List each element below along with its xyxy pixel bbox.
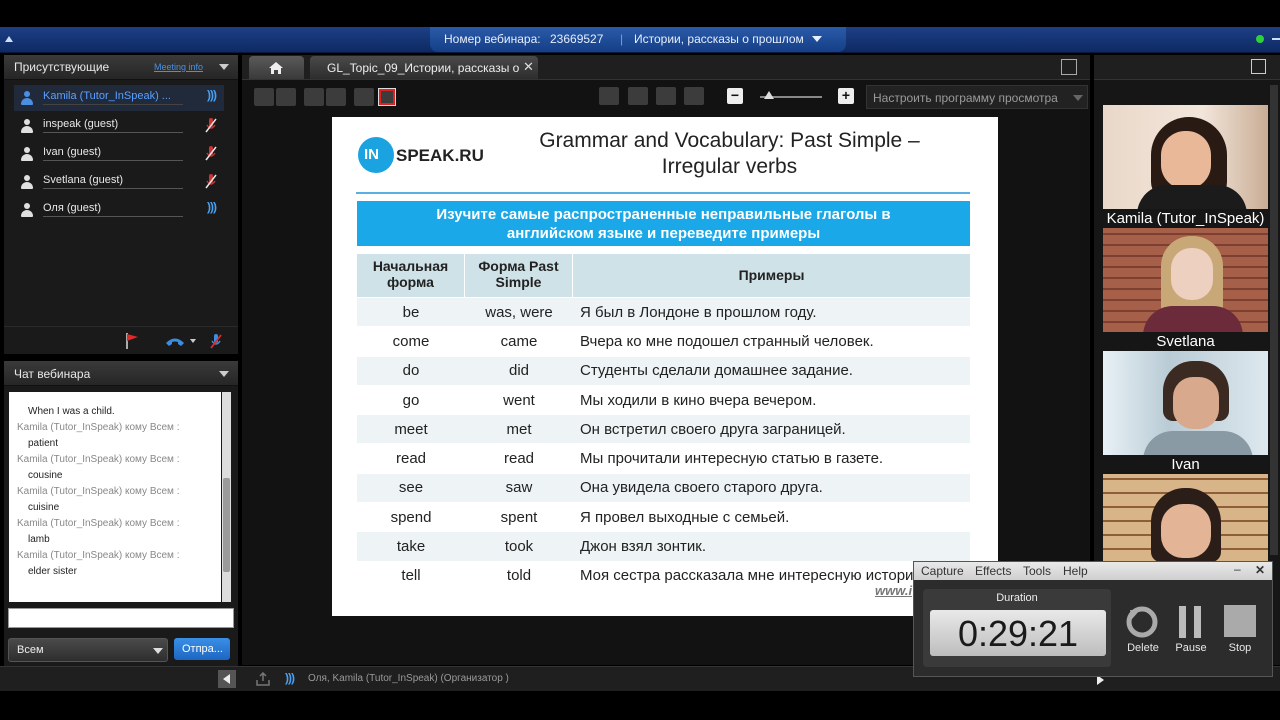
content-toolbar	[242, 83, 1090, 111]
color-picker-icon[interactable]	[378, 88, 396, 106]
cell-past: told	[465, 561, 573, 590]
guest-icon	[20, 203, 34, 217]
speaking-icon: )))	[207, 200, 216, 214]
cell-base: read	[357, 444, 465, 473]
zoom-in-button[interactable]: +	[838, 88, 854, 104]
video-feed-ivan[interactable]	[1103, 351, 1268, 455]
cell-base: tell	[357, 561, 465, 590]
stop-icon[interactable]	[1220, 604, 1260, 640]
phone-icon[interactable]	[164, 335, 188, 349]
chat-title: Чат вебинара	[14, 367, 91, 381]
cell-base: go	[357, 385, 465, 414]
table-row	[357, 385, 970, 414]
table-body	[357, 298, 970, 591]
eraser-tool-icon[interactable]	[684, 87, 704, 105]
chat-messages[interactable]	[9, 392, 221, 602]
presenter-icon	[20, 91, 34, 105]
chevron-down-icon[interactable]	[219, 64, 229, 70]
view-settings-label: Настроить программу просмотра	[873, 91, 1058, 105]
video-feed-kamila[interactable]	[1103, 105, 1268, 209]
inspeak-logo	[358, 137, 488, 173]
draw-tool-icon[interactable]	[276, 88, 296, 106]
video-feed-olya[interactable]	[1103, 474, 1268, 562]
chat-scrollbar[interactable]	[222, 392, 231, 602]
cell-past: spent	[465, 503, 573, 532]
person-body	[1143, 306, 1243, 332]
chat-message-sender: Kamila (Tutor_InSpeak) кому Всем :	[17, 518, 180, 529]
fullscreen-icon[interactable]	[1061, 59, 1077, 75]
connection-status-icon	[1256, 35, 1264, 43]
attendee-row[interactable]	[14, 197, 224, 223]
attendees-title: Присутствующие	[14, 60, 110, 74]
zoom-slider-thumb[interactable]	[764, 91, 774, 99]
attendee-name: Kamila (Tutor_InSpeak) ...	[43, 90, 183, 105]
shape-tool-icon[interactable]	[326, 88, 346, 106]
attendee-row[interactable]	[14, 141, 224, 167]
cell-past: came	[465, 327, 573, 356]
column-header: Форма Past Simple	[465, 254, 573, 297]
delete-icon[interactable]	[1122, 604, 1162, 640]
cell-example: Мы прочитали интересную статью в газете.	[573, 444, 970, 473]
table-row	[357, 444, 970, 473]
cell-past: did	[465, 356, 573, 385]
webinar-number-label: Номер вебинара:	[444, 32, 541, 46]
table-row	[357, 327, 970, 356]
banner-line-2: английском языке и переведите примеры	[506, 225, 821, 242]
footer-link: www.i	[875, 583, 913, 598]
video-name-label: Ivan	[1171, 456, 1200, 473]
presentation-slide	[332, 117, 998, 616]
table-row	[357, 532, 970, 561]
column-header: Начальная форма	[357, 254, 465, 297]
cell-example: Я провел выходные с семьей.	[573, 503, 970, 532]
person-face	[1161, 131, 1211, 189]
raise-hand-flag-icon[interactable]	[124, 332, 140, 350]
document-tab[interactable]	[310, 56, 538, 79]
menu-help[interactable]: Help	[1063, 564, 1088, 578]
delete-label: Delete	[1127, 642, 1159, 654]
close-icon[interactable]: ✕	[523, 59, 534, 74]
popout-icon[interactable]	[1251, 59, 1266, 74]
chat-message-sender: Kamila (Tutor_InSpeak) кому Всем :	[17, 486, 180, 497]
video-name-label: Svetlana	[1156, 333, 1215, 350]
zoom-slider[interactable]	[760, 96, 822, 98]
chat-message-sender: Kamila (Tutor_InSpeak) кому Всем :	[17, 550, 180, 561]
cell-example: Вчера ко мне подошел странный человек.	[573, 327, 970, 356]
guest-icon	[20, 147, 34, 161]
cell-base: take	[357, 532, 465, 561]
table-row	[357, 356, 970, 385]
column-header: Примеры	[573, 254, 970, 297]
cell-example: Мы ходили в кино вчера вечером.	[573, 385, 970, 414]
zoom-out-button[interactable]: −	[727, 88, 743, 104]
close-icon[interactable]: ✕	[1255, 563, 1266, 577]
document-tab-title: GL_Topic_09_Истории, рассказы о	[327, 61, 520, 75]
chat-input[interactable]	[8, 608, 234, 628]
menu-effects[interactable]: Effects	[975, 564, 1012, 578]
content-tab-bar	[242, 55, 1090, 80]
cell-past: went	[465, 385, 573, 414]
attendee-list	[4, 85, 238, 235]
banner-line-1: Изучите самые распространенные неправильные глаголы в	[436, 206, 891, 223]
table-row	[357, 298, 970, 327]
cell-past: saw	[465, 473, 573, 502]
table-header-row	[357, 254, 970, 298]
attendee-name: Svetlana (guest)	[43, 174, 183, 189]
pointer-tool-icon[interactable]	[599, 87, 619, 105]
share-icon[interactable]	[255, 672, 271, 686]
webinar-number: 23669527	[550, 32, 604, 46]
webinar-info-tab[interactable]	[430, 27, 846, 52]
table-row	[357, 503, 970, 532]
spotlight-tool-icon[interactable]	[656, 87, 676, 105]
chat-message-text: lamb	[28, 534, 50, 545]
chat-message-text: elder sister	[28, 566, 77, 577]
attendee-toolbar	[4, 326, 238, 355]
person-face	[1161, 504, 1211, 558]
attendee-name: Оля (guest)	[43, 202, 183, 217]
pen-tool-icon[interactable]	[354, 88, 374, 106]
attendees-header	[4, 55, 238, 80]
recorder-menu-bar	[914, 562, 1272, 580]
cell-base: spend	[357, 503, 465, 532]
recipient-value: Всем	[17, 644, 44, 656]
home-tab[interactable]	[249, 56, 304, 79]
logo-text: SPEAK.RU	[396, 146, 484, 165]
collapse-arrow-icon[interactable]	[5, 36, 13, 42]
recipient-select[interactable]	[8, 638, 168, 662]
active-speakers-text: Оля, Kamila (Tutor_InSpeak) (Организатор )	[308, 673, 509, 684]
table-row	[357, 415, 970, 444]
cell-example: Студенты сделали домашнее задание.	[573, 356, 970, 385]
webinar-top-bar	[0, 27, 1280, 53]
video-scrollbar[interactable]	[1270, 85, 1278, 555]
cell-example: Она увидела своего старого друга.	[573, 473, 970, 502]
person-body	[1137, 185, 1247, 209]
muted-mic-icon[interactable]	[204, 117, 218, 133]
duration-label: Duration	[996, 592, 1038, 604]
scrollbar-thumb[interactable]	[223, 478, 230, 572]
cell-past: took	[465, 532, 573, 561]
cell-past: met	[465, 415, 573, 444]
muted-mic-icon[interactable]	[209, 333, 223, 349]
chevron-down-icon[interactable]	[219, 371, 229, 377]
home-icon	[268, 61, 284, 75]
attendee-name: inspeak (guest)	[43, 118, 183, 133]
cell-base: see	[357, 473, 465, 502]
meeting-info-link[interactable]: Meeting info	[154, 62, 204, 72]
arrow-tool-icon[interactable]	[628, 87, 648, 105]
instruction-banner	[357, 201, 970, 246]
cell-past: read	[465, 444, 573, 473]
video-panel-header	[1094, 55, 1280, 80]
cell-base: be	[357, 298, 465, 327]
muted-mic-icon[interactable]	[204, 173, 218, 189]
chat-header	[4, 361, 238, 386]
title-divider	[356, 192, 970, 194]
video-feed-svetlana[interactable]	[1103, 228, 1268, 332]
attendee-name: Ivan (guest)	[43, 146, 183, 161]
person-face	[1171, 248, 1213, 300]
verbs-table	[357, 254, 970, 591]
cell-example: Джон взял зонтик.	[573, 532, 970, 561]
stop-label: Stop	[1228, 642, 1252, 654]
duration-value: 0:29:21	[957, 613, 1079, 654]
screen-recorder-widget	[913, 561, 1273, 677]
chevron-down-icon[interactable]	[190, 339, 196, 343]
chat-message-text: cuisine	[28, 502, 60, 513]
duration-panel	[923, 589, 1111, 667]
cell-base: do	[357, 356, 465, 385]
muted-mic-icon[interactable]	[204, 145, 218, 161]
cell-past: was, were	[465, 298, 573, 327]
chat-message-sender: Kamila (Tutor_InSpeak) кому Всем :	[17, 454, 180, 465]
speaking-icon: )))	[285, 671, 294, 685]
chat-message-text: When I was a child.	[28, 406, 115, 417]
cell-example: Я был в Лондоне в прошлом году.	[573, 298, 970, 327]
attendee-row[interactable]	[14, 85, 224, 111]
window-menu-icon[interactable]	[1272, 38, 1280, 40]
table-row	[357, 473, 970, 502]
minimize-icon[interactable]: –	[1234, 562, 1241, 576]
cell-base: meet	[357, 415, 465, 444]
select-tool-icon[interactable]	[254, 88, 274, 106]
person-body	[1143, 431, 1253, 455]
slide-title-line-2: Irregular verbs	[661, 155, 798, 178]
cell-base: come	[357, 327, 465, 356]
arrow-left-icon	[223, 674, 230, 684]
webinar-title: Истории, рассказы о прошлом	[634, 32, 804, 46]
menu-tools[interactable]: Tools	[1023, 564, 1052, 578]
pause-label: Pause	[1175, 642, 1207, 654]
attendees-panel	[4, 55, 238, 354]
send-button[interactable]	[174, 638, 230, 660]
menu-capture[interactable]: Capture	[921, 564, 964, 578]
guest-icon	[20, 119, 34, 133]
speaking-icon: )))	[207, 88, 216, 102]
attendee-row[interactable]	[14, 169, 224, 195]
chat-message-sender: Kamila (Tutor_InSpeak) кому Всем :	[17, 422, 180, 433]
text-tool-icon[interactable]	[304, 88, 324, 106]
slide-title-line-1: Grammar and Vocabulary: Past Simple –	[539, 129, 920, 152]
attendee-row[interactable]	[14, 113, 224, 139]
chat-message-text: patient	[28, 438, 59, 449]
chevron-down-icon[interactable]	[812, 36, 822, 42]
person-face	[1173, 377, 1219, 429]
cell-example: Он встретил своего друга заграницей.	[573, 415, 970, 444]
send-button-label: Отпра...	[182, 643, 223, 655]
logo-letters: IN	[364, 146, 379, 163]
logo-circle	[358, 137, 394, 173]
chevron-down-icon	[153, 648, 163, 654]
view-settings-dropdown[interactable]	[866, 85, 1088, 109]
guest-icon	[20, 175, 34, 189]
divider: |	[620, 32, 624, 46]
chevron-down-icon	[1073, 95, 1083, 101]
pause-icon[interactable]	[1170, 604, 1210, 640]
chat-message-text: cousine	[28, 470, 63, 481]
cell-example: Моя сестра рассказала мне интересную истори	[573, 561, 970, 590]
collapse-left-icon[interactable]	[218, 670, 236, 688]
duration-display	[930, 610, 1106, 656]
video-name-label: Kamila (Tutor_InSpeak)	[1106, 210, 1265, 227]
